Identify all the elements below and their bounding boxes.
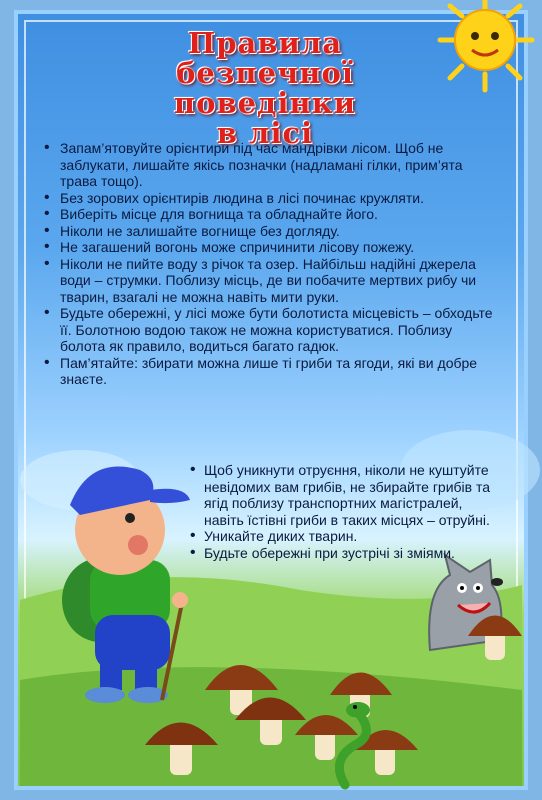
page-title: [110, 28, 420, 148]
sun-icon: [440, 0, 532, 90]
rule-item: • Пам’ятайте: збирати можна лише ті гриби та ягоди, які ви добре знаєте.: [40, 355, 500, 388]
title-line-1: Правила: [187, 26, 343, 60]
title-line-3: в лісі: [216, 116, 314, 150]
rules-list: [40, 140, 500, 388]
rule-item: • Без зорових орієнтирів людина в лісі починає кружляти.: [40, 190, 500, 207]
rule-item: • Щоб уникнути отруєння, ніколи не куштуйте невідомих вам грибів, не збирайте грибів та ягід поблизу транспортних магістралей, навіть їстівні гриби в таких місцях – отруйні.: [190, 462, 500, 528]
rules-list-lower: [190, 462, 500, 561]
rule-item: • Виберіть місце для вогнища та обладнайте його.: [40, 206, 500, 223]
rule-item: • Не загашений вогонь може спричинити лісову пожежу.: [40, 239, 500, 256]
rule-item: • Будьте обережні, у лісі може бути болотиста місцевість – обходьте її. Болотною водою також не можна користуватися. Поблизу болота як правило, водиться багато гадюк.: [40, 305, 500, 355]
rule-item: • Запам’ятовуйте орієнтири під час мандрівки лісом. Щоб не заблукати, лишайте якісь позначки (надламані гілки, прим’ята трава тощо).: [40, 140, 500, 190]
rule-item: • Уникайте диких тварин.: [190, 528, 500, 545]
rule-item: • Ніколи не пийте воду з річок та озер. Найбільш надійні джерела води – струмки. Поблизу місць, де ви побачите мертвих рибу чи тварин, взагалі не можна навіть мити руки.: [40, 256, 500, 306]
rule-item: • Будьте обережні при зустрічі зі зміями.: [190, 545, 500, 562]
title-line-2: безпечної поведінки: [173, 56, 357, 120]
rule-item: • Ніколи не залишайте вогнище без догляду.: [40, 223, 500, 240]
